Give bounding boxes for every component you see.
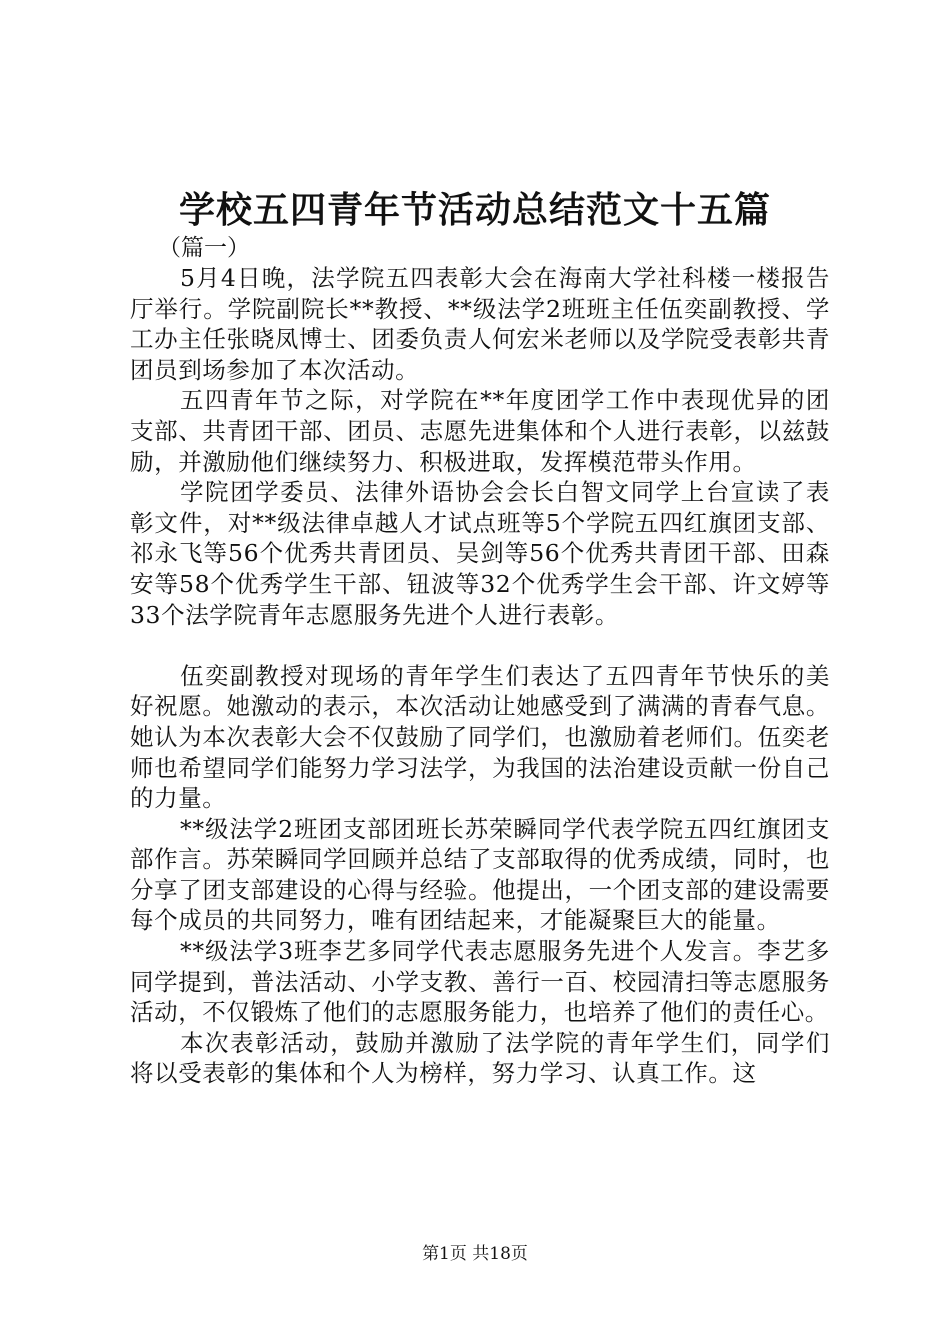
document-body bbox=[130, 263, 830, 1089]
paragraph: 伍奕副教授对现场的青年学生们表达了五四青年节快乐的美好祝愿。她激动的表示，本次活动让她感受到了满满的青春气息。她认为本次表彰大会不仅鼓励了同学们，也激励着老师们。伍奕老师也希望同学们能努力学习法学，为我国的法治建设贡献一份自己的力量。 bbox=[130, 661, 830, 813]
paragraph: 5月4日晚，法学院五四表彰大会在海南大学社科楼一楼报告厅举行。学院副院长**教授、**级法学2班班主任伍奕副教授、学工办主任张晓凤博士、团委负责人何宏米老师以及学院受表彰共青团员到场参加了本次活动。 bbox=[130, 264, 830, 384]
paragraph: 学院团学委员、法律外语协会会长白智文同学上台宣读了表彰文件，对**级法律卓越人才试点班等5个学院五四红旗团支部、祁永飞等56个优秀共青团员、吴剑等56个优秀共青团干部、田森安等58个优秀学生干部、钮波等32个优秀学生会干部、许文婷等33个法学院青年志愿服务先进个人进行表彰。 bbox=[130, 478, 830, 629]
paragraph: 本次表彰活动，鼓励并激励了法学院的青年学生们，同学们将以受表彰的集体和个人为榜样，努力学习、认真工作。这 bbox=[130, 1028, 830, 1088]
document-title: 学校五四青年节活动总结范文十五篇 bbox=[178, 189, 771, 231]
paragraph: 五四青年节之际，对学院在**年度团学工作中表现优异的团支部、共青团干部、团员、志愿先进集体和个人进行表彰，以兹鼓励，并激励他们继续努力、积极进取，发挥模范带头作用。 bbox=[130, 386, 830, 476]
paragraph: **级法学3班李艺多同学代表志愿服务先进个人发言。李艺多同学提到，普法活动、小学支教、善行一百、校园清扫等志愿服务活动，不仅锻炼了他们的志愿服务能力，也培养了他们的责任心。 bbox=[130, 937, 830, 1027]
paragraph: **级法学2班团支部团班长苏荣瞬同学代表学院五四红旗团支部作言。苏荣瞬同学回顾并总结了支部取得的优秀成绩，同时，也分享了团支部建设的心得与经验。他提出，一个团支部的建设需要每个成员的共同努力，唯有团结起来，才能凝聚巨大的能量。 bbox=[130, 814, 830, 935]
section-label: （篇一） bbox=[158, 235, 250, 261]
page-number-footer: 第1页 共18页 bbox=[422, 1244, 528, 1264]
